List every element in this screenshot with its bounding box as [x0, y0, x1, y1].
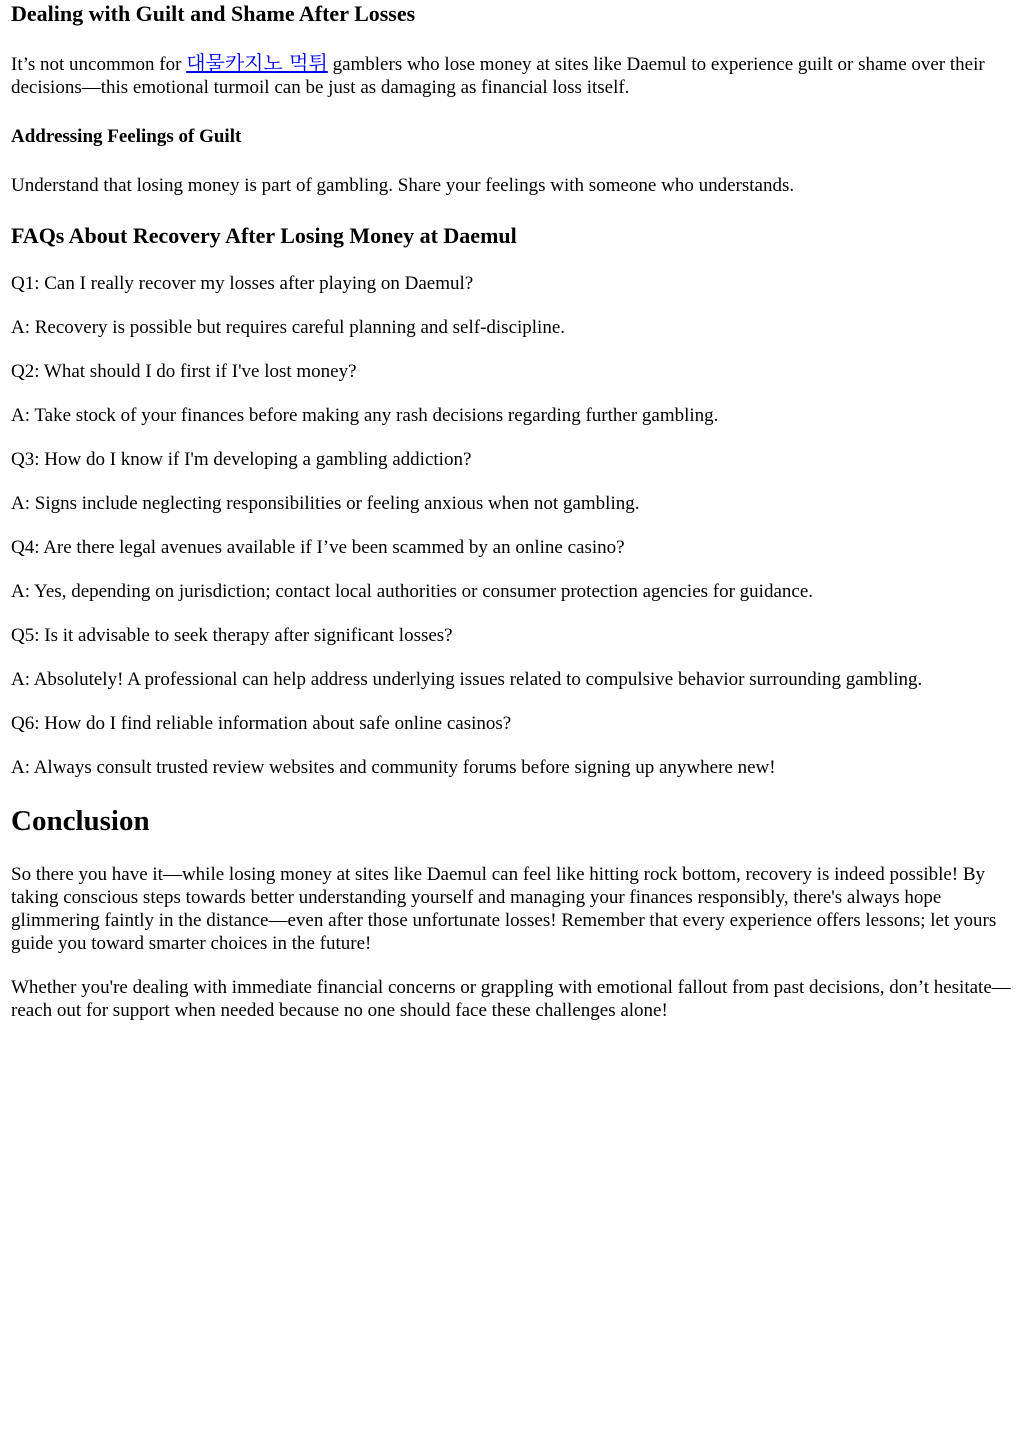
faq-list [11, 272, 1014, 779]
intro-text-before-link: It’s not uncommon for [11, 54, 187, 75]
section-heading-conclusion: Conclusion [11, 805, 150, 837]
daemul-casino-link[interactable]: 대물카지노 먹튀 [186, 51, 328, 75]
faq-answer: A: Signs include neglecting responsibilities or feeling anxious when not gambling. [11, 493, 640, 514]
section-heading-guilt: Dealing with Guilt and Shame After Losses [11, 1, 416, 26]
faq-question: Q6: How do I find reliable information about safe online casinos? [11, 713, 512, 734]
faq-question: Q1: Can I really recover my losses after playing on Daemul? [11, 273, 474, 294]
faq-question: Q2: What should I do first if I've lost money? [11, 361, 357, 382]
conclusion-paragraph-1: So there you have it—while losing money at sites like Daemul can feel like hitting rock bottom, recovery is indeed possible! By taking conscious steps towards better understanding yourself and managing your finances responsibly, there's always hope glimmering faintly in the distance—even after those unfortunate losses! Remember that every experience offers lessons; let yours guide you toward smarter choices in the future! [11, 864, 997, 954]
faq-answer: A: Yes, depending on jurisdiction; contact local authorities or consumer protection agencies for guidance. [11, 581, 814, 602]
faq-question: Q5: Is it advisable to seek therapy after significant losses? [11, 625, 453, 646]
guilt-advice-paragraph: Understand that losing money is part of gambling. Share your feelings with someone who understands. [11, 175, 795, 196]
faq-question: Q3: How do I know if I'm developing a gambling addiction? [11, 449, 472, 470]
subheading-addressing-guilt: Addressing Feelings of Guilt [11, 126, 242, 147]
faq-answer: A: Recovery is possible but requires careful planning and self-discipline. [11, 317, 566, 338]
faq-answer: A: Always consult trusted review websites and community forums before signing up anywhere new! [11, 757, 776, 778]
faq-answer: A: Take stock of your finances before making any rash decisions regarding further gambling. [11, 405, 719, 426]
section-heading-faqs: FAQs About Recovery After Losing Money at Daemul [11, 223, 517, 248]
faq-question: Q4: Are there legal avenues available if I’ve been scammed by an online casino? [11, 537, 625, 558]
intro-paragraph [11, 52, 1014, 99]
intro-text-after-link: gamblers who lose money at sites like Daemul to experience guilt or shame over their decisions—this emotional turmoil can be just as damaging as financial loss itself. [11, 54, 985, 98]
faq-answer: A: Absolutely! A professional can help address underlying issues related to compulsive behavior surrounding gambling. [11, 669, 923, 690]
conclusion-paragraph-2: Whether you're dealing with immediate financial concerns or grappling with emotional fallout from past decisions, don’t hesitate—reach out for support when needed because no one should face these challenges alone! [11, 977, 1011, 1021]
